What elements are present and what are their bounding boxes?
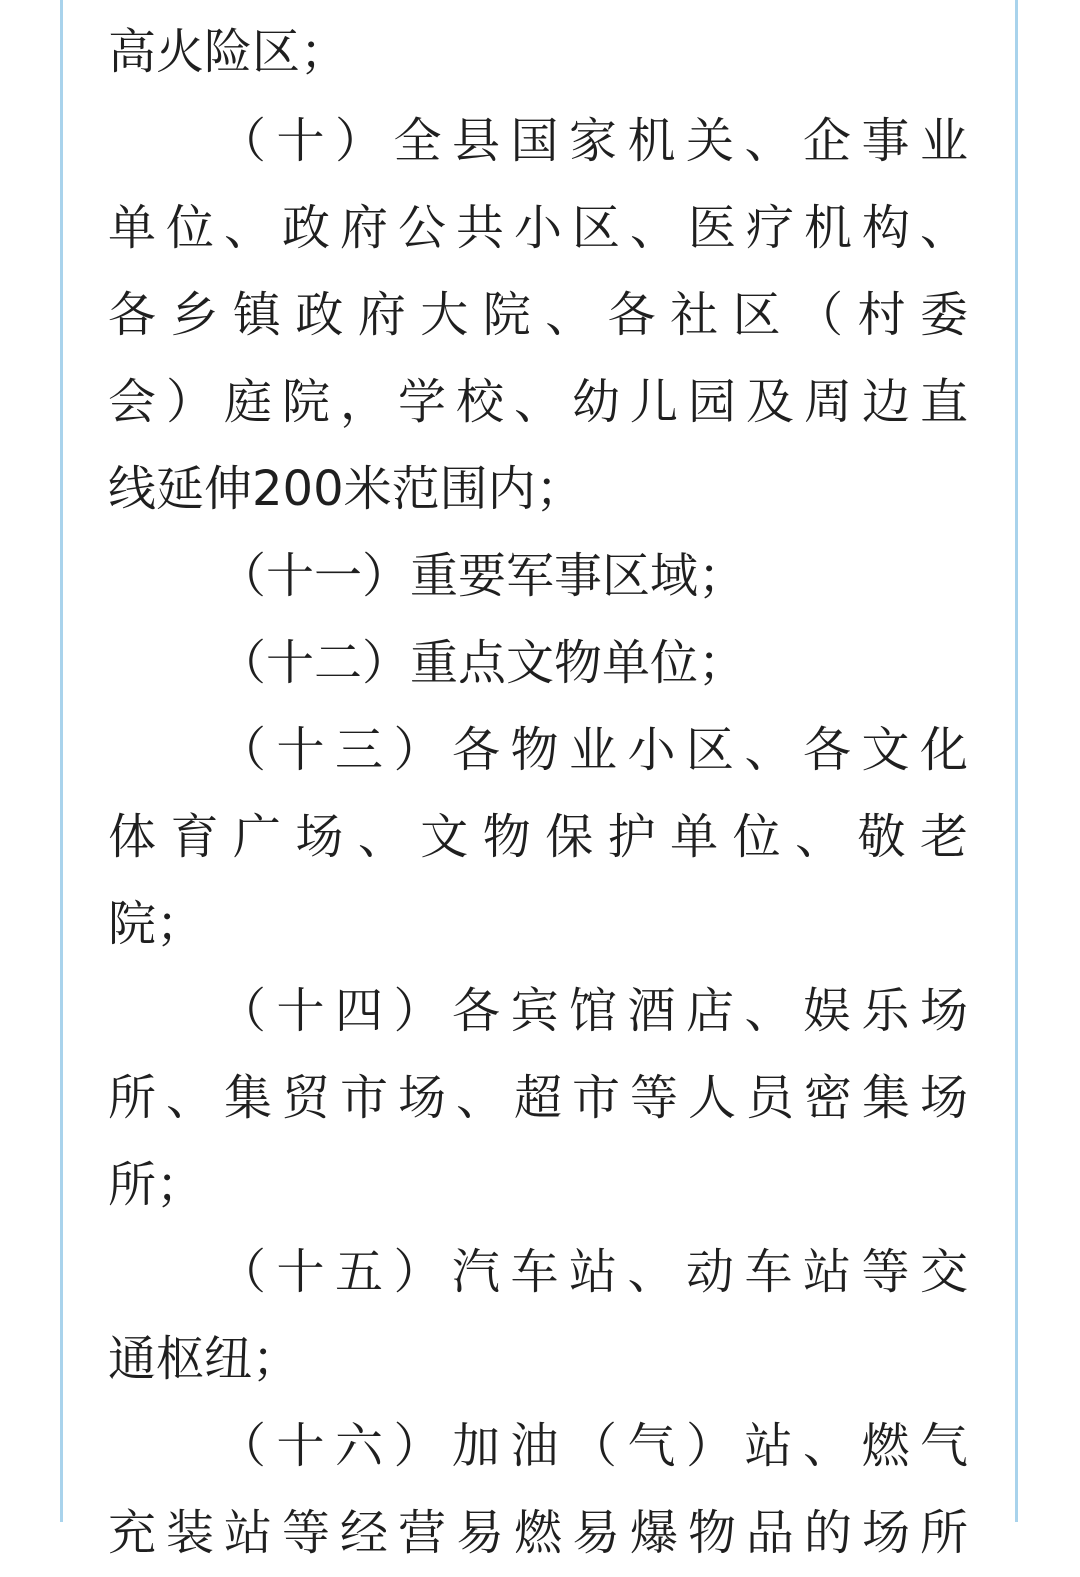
text-line: 线延伸200米范围内；: [108, 461, 584, 517]
text-line: （十二）重点文物单位；: [218, 635, 747, 691]
text-line: 所、集贸市场、超市等人员密集场: [108, 1070, 968, 1126]
text-line: （十四）各宾馆酒店、娱乐场: [218, 983, 968, 1039]
text-line: 院；: [108, 896, 205, 952]
left-border-line: [60, 0, 63, 1522]
text-line: （十三）各物业小区、各文化: [218, 722, 968, 778]
text-line: （十一）重要军事区域；: [218, 548, 747, 604]
text-line: 各乡镇政府大院、各社区（村委: [108, 287, 968, 343]
document-body: [108, 0, 968, 1577]
text-line: （十六）加油（气）站、燃气: [218, 1418, 968, 1474]
right-border-line: [1015, 0, 1018, 1522]
text-line: 会）庭院，学校、幼儿园及周边直: [108, 374, 968, 430]
text-line: （十五）汽车站、动车站等交: [218, 1244, 968, 1300]
text-line: （十）全县国家机关、企事业: [218, 113, 968, 169]
text-line: 单位、政府公共小区、医疗机构、: [108, 200, 968, 256]
text-line: 高火险区；: [108, 24, 349, 80]
text-line: 通枢纽；: [108, 1331, 301, 1387]
text-line: 所；: [108, 1157, 205, 1213]
text-line: 体育广场、文物保护单位、敬老: [108, 809, 968, 865]
text-line: 充装站等经营易燃易爆物品的场所: [108, 1505, 968, 1561]
